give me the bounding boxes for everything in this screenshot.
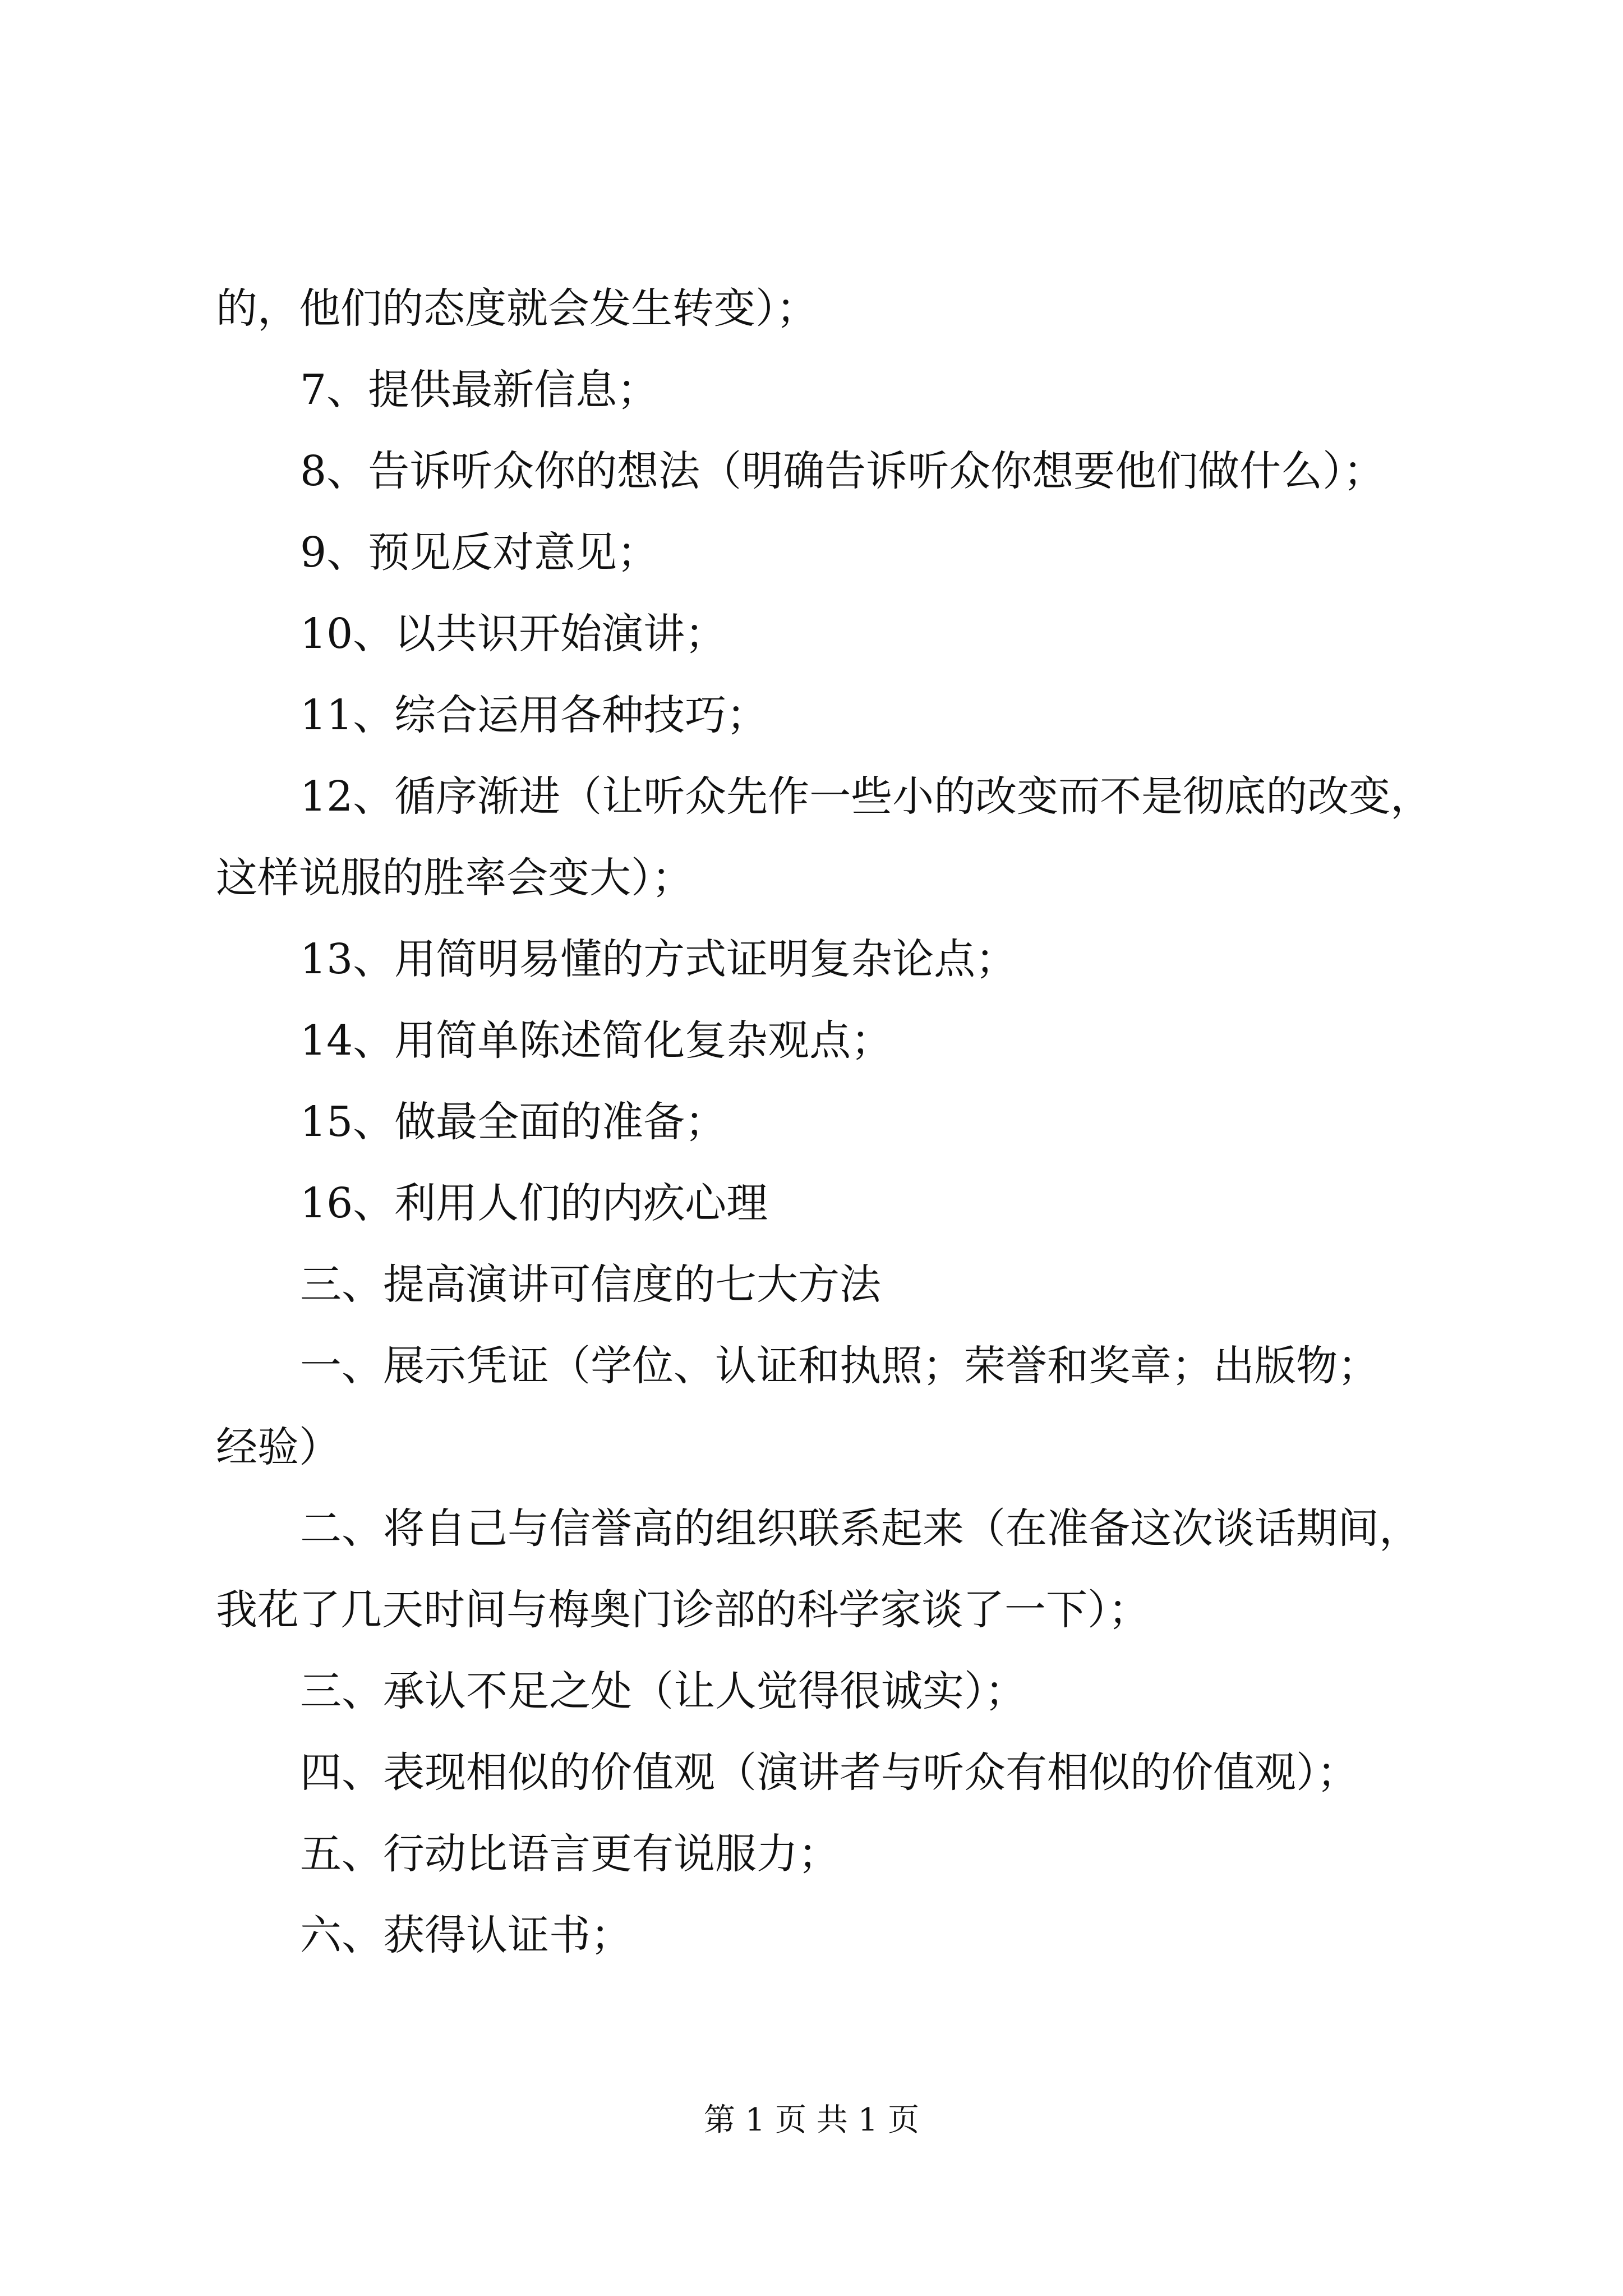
- method-item-2: 二、将自己与信誉高的组织联系起来（在准备这次谈话期间，: [300, 1504, 1421, 1553]
- list-item-16: 16、利用人们的内疚心理: [300, 1179, 768, 1227]
- section-heading: 三、提高演讲可信度的七大方法: [300, 1260, 881, 1309]
- page-number-footer: 第 1 页 共 1 页: [703, 2102, 920, 2138]
- list-item-13: 13、用简明易懂的方式证明复杂论点；: [300, 935, 1017, 983]
- list-item-9: 9、预见反对意见；: [300, 528, 659, 577]
- method-item-6: 六、获得认证书；: [300, 1911, 632, 1959]
- method-item-1-continuation: 经验）: [216, 1423, 340, 1471]
- list-item-8: 8、告诉听众你的想法（明确告诉听众你想要他们做什么）；: [300, 447, 1385, 495]
- list-item-15: 15、做最全面的准备；: [300, 1098, 727, 1146]
- list-item-12-continuation: 这样说服的胜率会变大）；: [216, 854, 693, 902]
- document-body: [216, 268, 1438, 1976]
- method-item-5: 五、行动比语言更有说服力；: [300, 1830, 840, 1878]
- list-item-11: 11、综合运用各种技巧；: [300, 691, 768, 739]
- method-item-3: 三、承认不足之处（让人觉得很诚实）；: [300, 1667, 1026, 1715]
- list-item-12: 12、循序渐进（让听众先作一些小的改变而不是彻底的改变，: [300, 772, 1432, 821]
- list-item-14: 14、用简单陈述简化复杂观点；: [300, 1016, 893, 1065]
- list-item-10: 10、以共识开始演讲；: [300, 610, 727, 658]
- list-item-7: 7、提供最新信息；: [300, 366, 659, 414]
- method-item-2-continuation: 我花了几天时间与梅奥门诊部的科学家谈了一下）；: [216, 1586, 1150, 1634]
- paragraph-continuation: 的，他们的态度就会发生转变）；: [216, 284, 818, 333]
- method-item-4: 四、表现相似的价值观（演讲者与听众有相似的价值观）；: [300, 1749, 1358, 1797]
- method-item-1: 一、展示凭证（学位、认证和执照；荣誉和奖章；出版物；: [300, 1342, 1379, 1390]
